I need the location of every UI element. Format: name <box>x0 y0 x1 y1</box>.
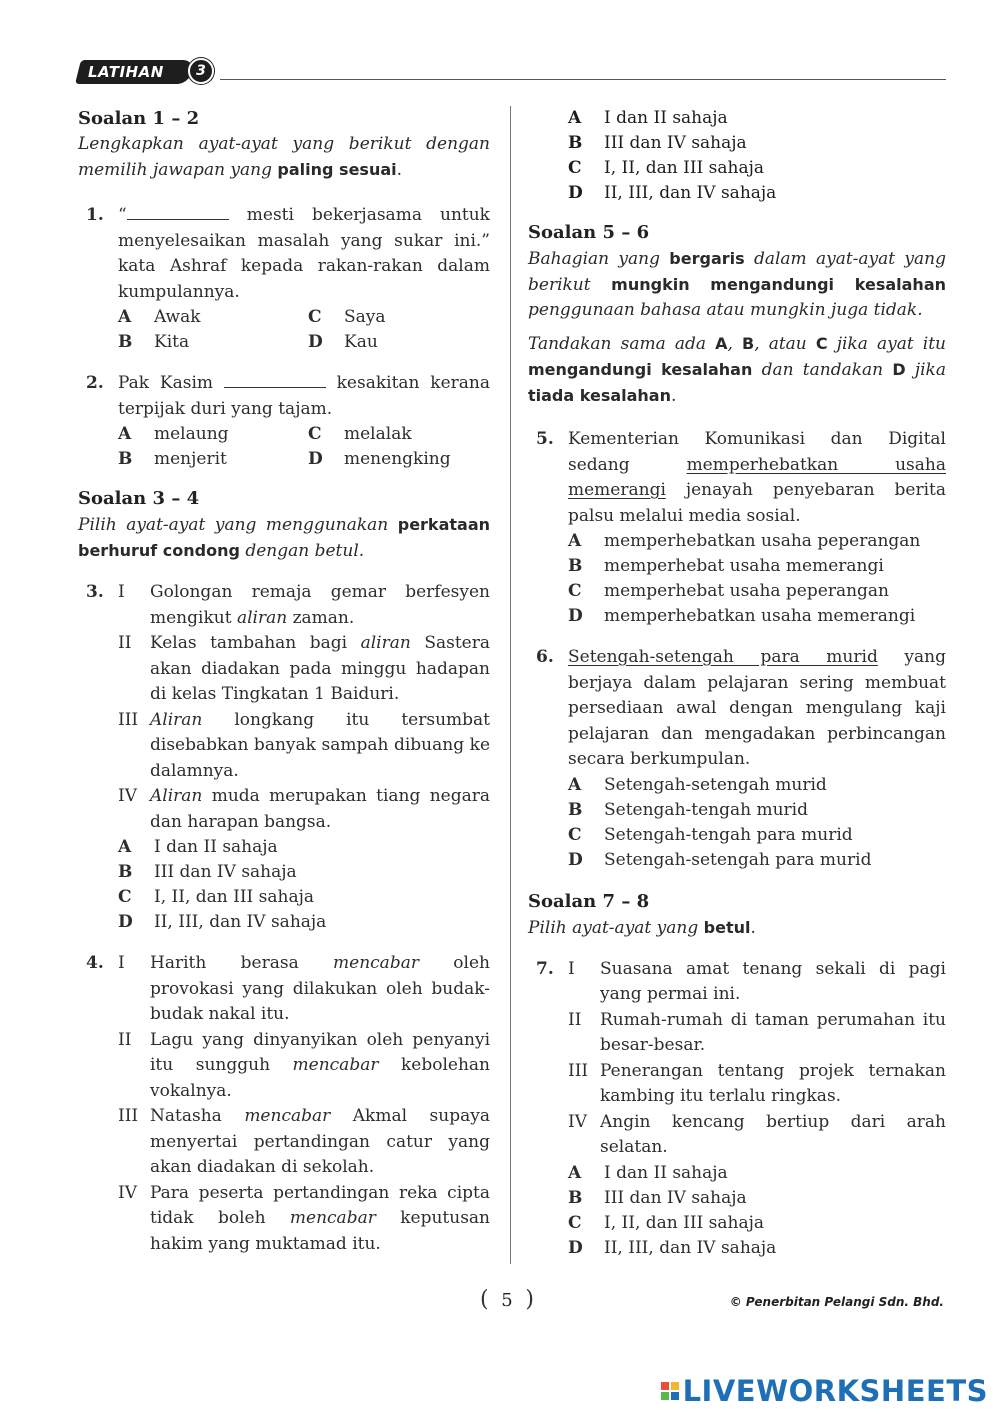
statement-text <box>150 1104 490 1181</box>
statement-text <box>150 580 490 631</box>
statement-part: Harith berasa <box>150 953 334 973</box>
question-text-part: kesakitan kerana terpijak duri yang tajam. <box>118 373 490 419</box>
statement-numeral: IV <box>118 786 137 806</box>
option-b[interactable] <box>568 798 946 823</box>
statement-i <box>118 580 490 631</box>
statement-part: longkang itu tersumbat disebabkan banyak sampah dibuang ke dalamnya. <box>150 709 490 781</box>
option-key: B <box>568 133 583 153</box>
option-d[interactable] <box>568 848 946 873</box>
option-b[interactable] <box>118 860 490 885</box>
instruction-emphasis: paling sesuai <box>277 160 397 179</box>
instruction-text: dalam ayat-ayat yang berikut <box>528 249 946 295</box>
option-d[interactable] <box>308 330 488 355</box>
statement-part: Natasha <box>150 1106 245 1126</box>
option-a[interactable] <box>118 422 308 447</box>
option-key: B <box>568 1187 583 1208</box>
option-text: III dan IV sahaja <box>604 1187 747 1208</box>
statement-numeral: I <box>118 582 125 602</box>
statement-iii <box>118 1104 490 1181</box>
logo-square <box>661 1392 669 1400</box>
option-key: B <box>118 332 133 352</box>
statement-part: Lagu yang dinyanyikan oleh penyanyi itu sungguh <box>150 1029 490 1075</box>
statement-numeral: I <box>568 958 575 979</box>
instruction-text: Pilih ayat-ayat yang menggunakan <box>78 515 398 535</box>
exercise-badge-pill <box>75 60 195 84</box>
statement-text: Rumah-rumah di taman perumahan itu besar-besar. <box>600 1009 946 1055</box>
option-c[interactable] <box>568 823 946 848</box>
instruction-text: dengan betul. <box>239 541 365 561</box>
header-rule <box>220 79 946 80</box>
option-key: D <box>118 912 133 932</box>
instruction-emphasis: D <box>892 360 906 379</box>
option-text: II, III, dan IV sahaja <box>154 912 327 932</box>
statement-numeral: II <box>118 1029 132 1050</box>
statement-text: Suasana amat tenang sekali di pagi yang permai ini. <box>600 958 946 1004</box>
question-5 <box>528 427 946 629</box>
section-instruction-7-8 <box>528 915 946 941</box>
liveworksheets-logo[interactable] <box>661 1374 988 1408</box>
option-key: D <box>308 332 323 352</box>
section-title-3-4: Soalan 3 – 4 <box>78 488 200 509</box>
options <box>118 422 490 472</box>
option-a[interactable] <box>118 305 308 330</box>
option-d[interactable] <box>308 447 488 472</box>
option-text: I, II, dan III sahaja <box>604 1212 765 1233</box>
statement-part: Para peserta pertandingan reka cipta tidak boleh <box>150 1182 490 1228</box>
option-b[interactable] <box>568 554 946 579</box>
statement-numeral: II <box>118 633 132 653</box>
italic-word: aliran <box>360 633 411 653</box>
statement-part: zaman. <box>287 607 355 628</box>
section-title-7-8: Soalan 7 – 8 <box>528 890 650 912</box>
statement-text: Angin kencang bertiup dari arah selatan. <box>600 1111 946 1157</box>
logo-square <box>671 1392 679 1400</box>
statement-text <box>150 1028 490 1105</box>
option-text: II, III, dan IV sahaja <box>604 183 777 203</box>
instruction-text: Pilih ayat-ayat yang <box>528 917 704 938</box>
instruction-text: penggunaan bahasa atau mungkin juga tidak. <box>528 300 923 320</box>
option-key: B <box>118 449 133 469</box>
option-a[interactable] <box>568 529 946 554</box>
statement-text: Penerangan tentang projek ternakan kambing itu terlalu ringkas. <box>600 1060 946 1106</box>
instruction-text: . <box>671 386 677 406</box>
page-number-value: 5 <box>501 1290 513 1311</box>
statement-part: oleh provokasi yang dilakukan oleh budak-budak nakal itu. <box>150 953 490 1024</box>
option-key: C <box>568 1212 582 1233</box>
section-title-5-6: Soalan 5 – 6 <box>528 222 650 243</box>
option-d[interactable] <box>118 910 490 935</box>
option-text: I dan II sahaja <box>604 108 728 128</box>
option-text: Setengah-setengah para murid <box>604 849 872 870</box>
option-key: C <box>568 158 582 178</box>
instruction-text: Lengkapkan ayat-ayat yang berikut dengan memilih jawapan yang <box>78 134 490 180</box>
statement-part: keputusan hakim yang muktamad itu. <box>150 1208 490 1254</box>
option-text: I, II, dan III sahaja <box>154 887 315 907</box>
option-text: memperhebatkan usaha peperangan <box>604 531 921 551</box>
option-text: I dan II sahaja <box>604 1162 728 1183</box>
option-text: melaung <box>154 424 229 444</box>
option-a[interactable] <box>568 1161 946 1186</box>
instruction-emphasis: mengandungi kesalahan <box>528 360 753 379</box>
instruction-text: jika <box>905 360 946 380</box>
statement-part: kebolehan vokalnya. <box>150 1055 490 1101</box>
option-b[interactable] <box>568 131 946 156</box>
option-key: A <box>568 1162 582 1183</box>
option-text: memperhebat usaha peperangan <box>604 581 889 601</box>
statement-iii <box>568 1059 946 1110</box>
option-b[interactable] <box>568 1186 946 1211</box>
instruction-emphasis: perkataan berhuruf condong <box>78 515 490 560</box>
option-key: D <box>568 183 583 203</box>
options <box>118 305 490 355</box>
option-key: A <box>568 108 582 128</box>
option-text: Setengah-setengah murid <box>604 774 827 795</box>
option-key: C <box>568 581 582 601</box>
option-d[interactable] <box>568 604 946 629</box>
question-1 <box>78 203 490 355</box>
right-column <box>528 106 946 1261</box>
statement-ii <box>118 631 490 708</box>
option-text: Setengah-tengah para murid <box>604 824 853 845</box>
statement-numeral: III <box>568 1060 589 1081</box>
statement-part: muda merupakan tiang negara dan harapan bangsa. <box>150 786 490 832</box>
option-text: III dan IV sahaja <box>604 133 747 153</box>
option-key: B <box>118 862 133 882</box>
option-text: III dan IV sahaja <box>154 862 297 882</box>
section-instruction-5-6-b <box>528 331 946 409</box>
option-b[interactable] <box>118 447 308 472</box>
logo-square <box>661 1382 669 1390</box>
option-text: menengking <box>344 449 451 469</box>
option-key: B <box>568 556 583 576</box>
logo-text: LIVEWORKSHEETS <box>682 1374 988 1408</box>
question-number: 5. <box>536 429 554 449</box>
option-c[interactable] <box>308 422 488 447</box>
question-text-part: jenayah penyebaran berita palsu melalui media sosial. <box>568 480 946 526</box>
option-c[interactable] <box>568 1211 946 1236</box>
question-text-part: Kementerian Komunikasi dan Digital sedang <box>568 429 946 475</box>
option-text: II, III, dan IV sahaja <box>604 1237 777 1258</box>
option-key: C <box>118 887 132 907</box>
statement-part: Sastera akan diadakan pada minggu hadapan di kelas Tingkatan 1 Baiduri. <box>150 633 490 704</box>
question-4-options <box>528 106 946 206</box>
question-text-part: mesti bekerjasama untuk menyelesaikan masalah yang sukar ini.” kata Ashraf kepada rakan-rakan dalam kumpulannya. <box>118 205 490 302</box>
option-text: memperhebat usaha memerangi <box>604 556 884 576</box>
option-c[interactable] <box>568 579 946 604</box>
answer-blank[interactable] <box>127 206 229 220</box>
option-key: D <box>568 606 583 626</box>
question-text <box>568 645 946 773</box>
option-text: I dan II sahaja <box>154 837 278 857</box>
question-3 <box>78 580 490 935</box>
option-key: A <box>568 531 582 551</box>
instruction-text: , atau <box>754 334 816 354</box>
right-bracket-icon: ) <box>525 1287 534 1312</box>
option-key: A <box>568 774 582 795</box>
statement-text <box>150 1181 490 1258</box>
option-key: A <box>118 837 132 857</box>
option-text: Awak <box>154 307 201 327</box>
option-text: Setengah-tengah murid <box>604 799 808 820</box>
italic-word: aliran <box>236 607 288 628</box>
statement-part: Golongan remaja gemar berfesyen mengikut <box>150 582 490 628</box>
option-a[interactable] <box>568 773 946 798</box>
statement-text <box>150 951 490 1028</box>
question-text-part: Pak Kasim <box>118 373 224 393</box>
question-number: 1. <box>86 205 104 225</box>
statement-part: Akmal supaya menyertai pertandingan catur yang akan diadakan di sekolah. <box>150 1106 490 1177</box>
option-key: C <box>308 424 322 444</box>
instruction-text: . <box>750 917 756 938</box>
instruction-text: dan tandakan <box>752 360 893 380</box>
instruction-emphasis: mungkin mengandungi kesalahan <box>611 275 946 294</box>
option-text: Kau <box>344 332 378 352</box>
question-4 <box>78 951 490 1257</box>
option-text: melalak <box>344 424 412 444</box>
option-text: menjerit <box>154 449 227 469</box>
instruction-text: , <box>727 334 742 354</box>
italic-word: mencabar <box>333 953 419 973</box>
option-b[interactable] <box>118 330 308 355</box>
option-text: memperhebatkan usaha memerangi <box>604 606 916 626</box>
italic-word: mencabar <box>292 1055 379 1075</box>
instruction-text: jika ayat itu <box>827 334 947 354</box>
statement-numeral: II <box>568 1009 582 1030</box>
italic-word: Aliran <box>150 786 203 806</box>
section-title-1-2: Soalan 1 – 2 <box>78 108 200 129</box>
question-text-part: “ <box>118 205 127 225</box>
page-number <box>478 1288 536 1314</box>
instruction-text: Bahagian yang <box>528 249 670 269</box>
logo-square <box>671 1382 679 1390</box>
option-key: D <box>568 1237 583 1258</box>
question-text-part: yang berjaya dalam pelajaran sering membuat persediaan awal dengan mengulang kaji pelajaran dan mengadakan perbincangan secara berkumpulan. <box>568 647 946 769</box>
italic-word: mencabar <box>244 1106 331 1126</box>
question-number: 6. <box>536 647 554 667</box>
question-number: 7. <box>536 958 554 979</box>
exercise-label: LATIHAN <box>88 63 164 81</box>
statement-iv <box>568 1110 946 1161</box>
question-number: 2. <box>86 373 104 393</box>
statement-text <box>150 784 490 835</box>
option-key: B <box>568 799 583 820</box>
underlined-phrase: Setengah-setengah para murid <box>568 647 878 667</box>
italic-word: Aliran <box>150 709 203 730</box>
option-key: A <box>118 307 132 327</box>
option-text: I, II, dan III sahaja <box>604 158 765 178</box>
section-instruction-3-4 <box>78 512 490 564</box>
instruction-text: . <box>396 160 403 180</box>
statement-part: Kelas tambahan bagi <box>150 633 361 653</box>
statement-numeral: IV <box>568 1111 587 1132</box>
option-d[interactable] <box>568 1236 946 1261</box>
section-instruction-5-6-a <box>528 246 946 323</box>
question-7 <box>528 957 946 1261</box>
option-a[interactable] <box>568 106 946 131</box>
underlined-phrase: memperhebatkan usaha memerangi <box>568 454 946 500</box>
statement-iv <box>118 1181 490 1258</box>
question-6 <box>528 645 946 873</box>
instruction-emphasis: C <box>815 334 828 353</box>
exercise-badge <box>78 58 212 86</box>
instruction-emphasis: A <box>715 334 728 353</box>
left-bracket-icon: ( <box>480 1287 489 1312</box>
statement-numeral: III <box>118 1106 139 1126</box>
italic-word: mencabar <box>289 1208 376 1228</box>
statement-iii <box>118 708 490 785</box>
section-instruction-1-2 <box>78 132 490 183</box>
option-key: C <box>568 824 582 845</box>
statement-i <box>118 951 490 1028</box>
statement-numeral: I <box>118 953 125 973</box>
logo-grid-icon <box>661 1382 679 1400</box>
instruction-emphasis: bergaris <box>669 249 745 268</box>
option-key: D <box>568 849 583 870</box>
instruction-text: Tandakan sama ada <box>528 334 716 354</box>
publisher-credit: © Penerbitan Pelangi Sdn. Bhd. <box>729 1295 944 1309</box>
statement-numeral: III <box>118 709 139 730</box>
option-key: D <box>308 449 323 469</box>
question-2 <box>78 371 490 472</box>
statement-ii <box>118 1028 490 1105</box>
instruction-emphasis: tiada kesalahan <box>528 386 671 405</box>
statement-text <box>150 631 490 708</box>
option-a[interactable] <box>118 835 490 860</box>
exercise-number: 3 <box>188 58 214 84</box>
option-d[interactable] <box>568 181 946 206</box>
question-number: 3. <box>86 582 104 602</box>
question-text <box>118 203 490 305</box>
statement-text <box>150 708 490 785</box>
left-column <box>78 106 490 1257</box>
option-key: C <box>308 307 322 327</box>
statement-iv <box>118 784 490 835</box>
question-number: 4. <box>86 953 104 973</box>
instruction-emphasis: B <box>742 334 755 353</box>
statement-ii <box>568 1008 946 1059</box>
option-text: Saya <box>344 307 386 327</box>
column-divider <box>510 106 511 1264</box>
question-text <box>568 427 946 529</box>
statement-numeral: IV <box>118 1182 137 1203</box>
answer-blank[interactable] <box>224 374 326 388</box>
option-c[interactable] <box>118 885 490 910</box>
question-text <box>118 371 490 422</box>
option-c[interactable] <box>308 305 488 330</box>
option-c[interactable] <box>568 156 946 181</box>
option-text: Kita <box>154 332 190 352</box>
statement-i <box>568 957 946 1008</box>
instruction-emphasis: betul <box>703 917 751 937</box>
option-key: A <box>118 424 132 444</box>
